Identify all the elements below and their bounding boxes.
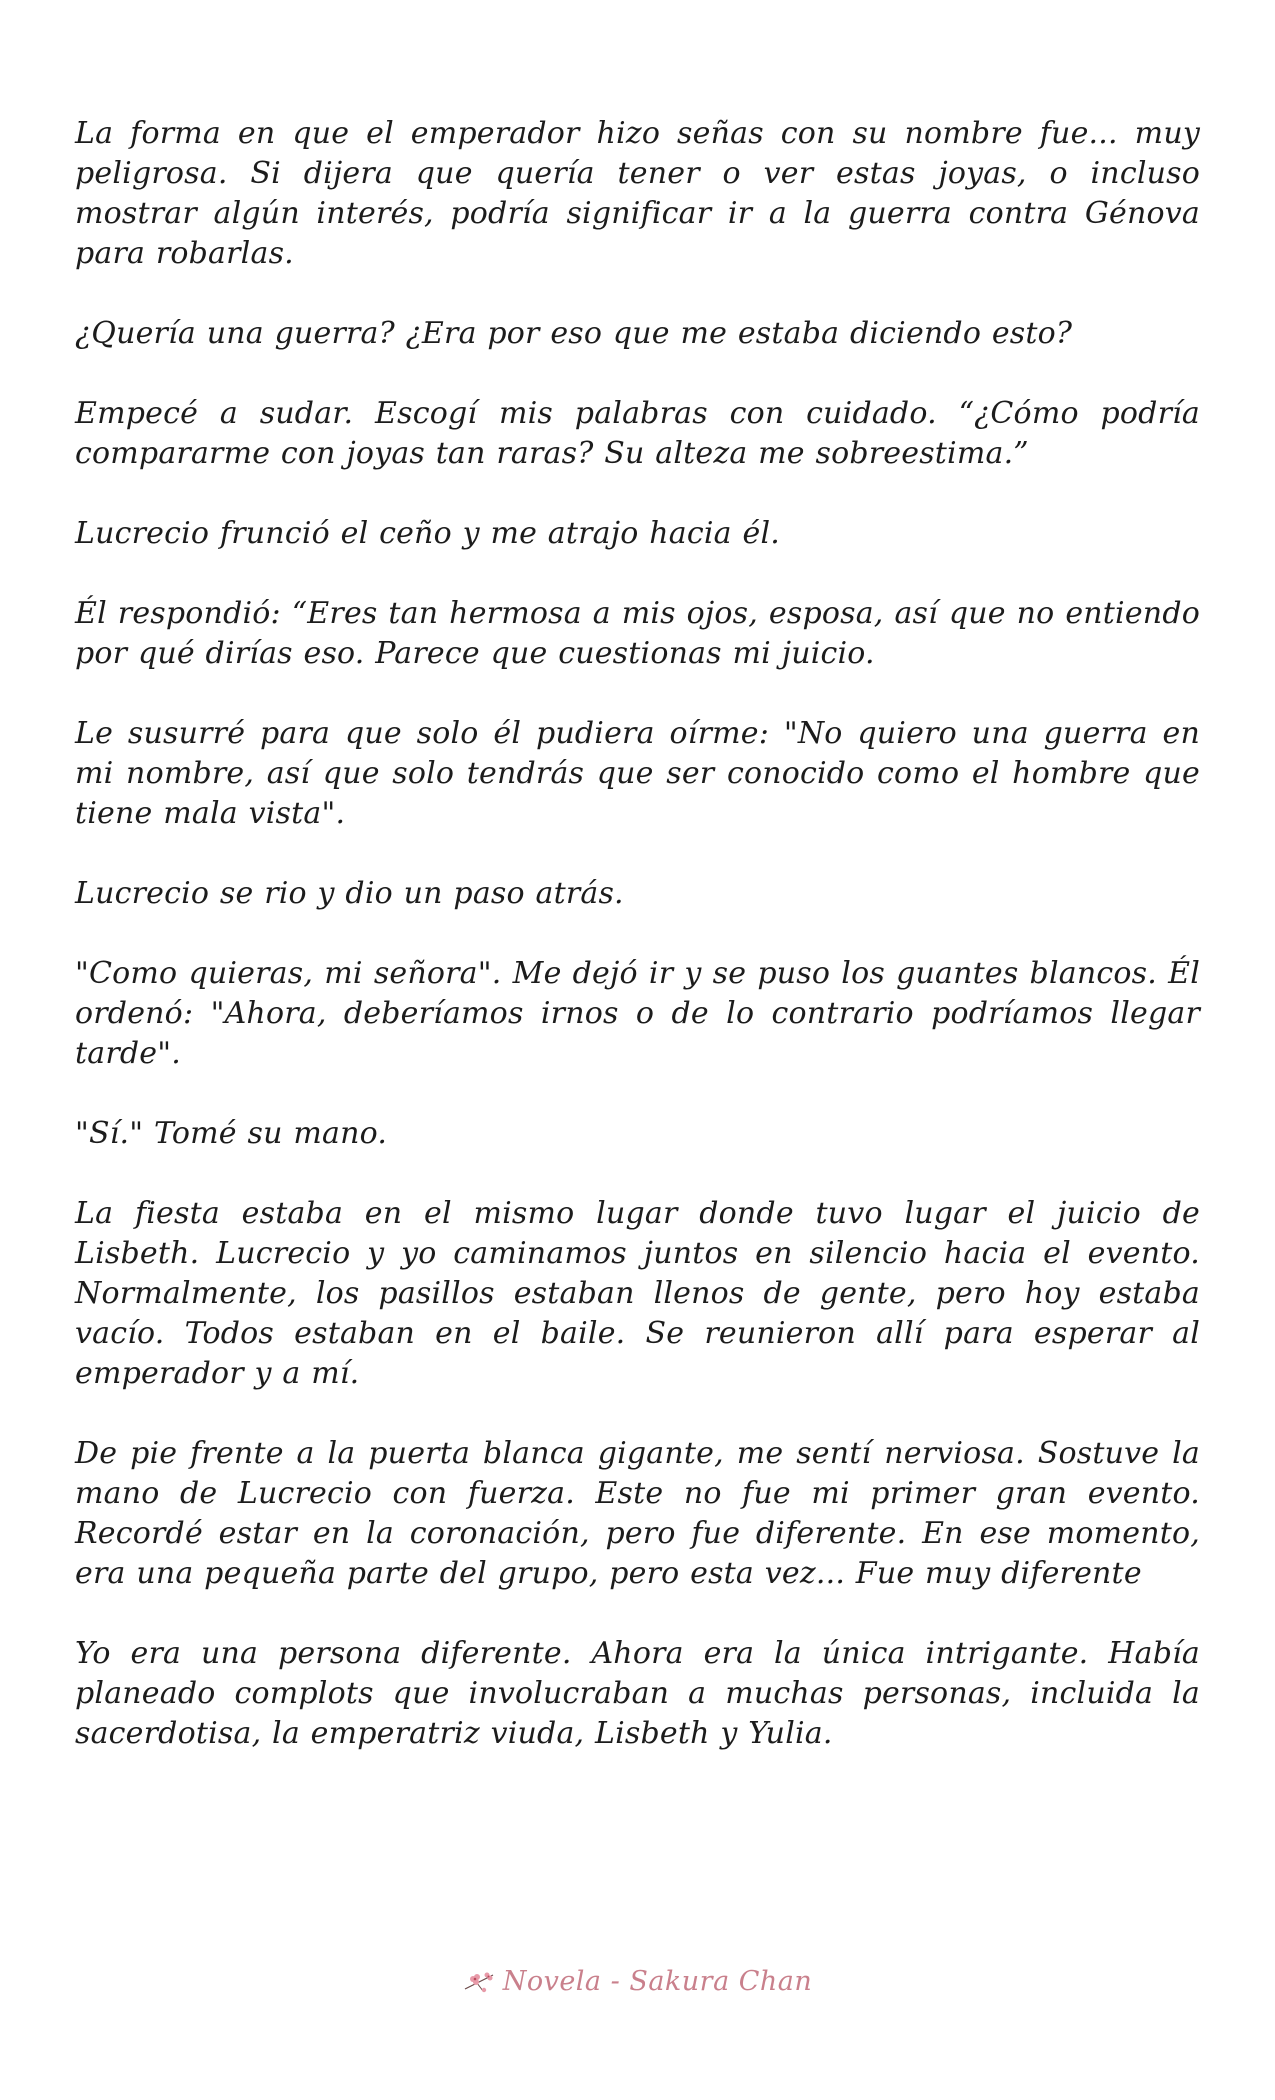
paragraph: Empecé a sudar. Escogí mis palabras con cuidado. “¿Cómo podría compararme con joyas tan raras? Su alteza me sobreestima.”	[75, 396, 1200, 471]
paragraph: "Sí." Tomé su mano.	[75, 1116, 388, 1151]
paragraph: "Como quieras, mi señora". Me dejó ir y se puso los guantes blancos. Él ordenó: "Ahora, deberíamos irnos o de lo contrario podríamos llegar tarde".	[75, 956, 1200, 1071]
paragraph: Yo era una persona diferente. Ahora era la única intrigante. Había planeado complots que involucraban a muchas personas, incluida la sacerdotisa, la emperatriz viuda, Lisbeth y Yulia.	[75, 1636, 1200, 1751]
paragraph: Lucrecio se rio y dio un paso atrás.	[75, 876, 624, 911]
sakura-flower-icon	[463, 1967, 497, 1997]
paragraph: Lucrecio frunció el ceño y me atrajo hacia él.	[75, 516, 780, 551]
watermark-text: Novela - Sakura Chan	[502, 1966, 813, 1997]
paragraph: De pie frente a la puerta blanca gigante, me sentí nerviosa. Sostuve la mano de Lucrecio con fuerza. Este no fue mi primer gran evento. Recordé estar en la coronación, pero fue diferente. En ese momento, era una pequeña parte del grupo, pero esta vez... Fue muy diferente	[75, 1436, 1200, 1591]
watermark-footer	[0, 1966, 1275, 1997]
paragraph: La fiesta estaba en el mismo lugar donde tuvo lugar el juicio de Lisbeth. Lucrecio y yo caminamos juntos en silencio hacia el evento. Normalmente, los pasillos estaban llenos de gente, pero hoy estaba vacío. Todos estaban en el baile. Se reunieron allí para esperar al emperador y a mí.	[75, 1196, 1200, 1391]
chapter-text	[75, 114, 1200, 1794]
paragraph: Él respondió: “Eres tan hermosa a mis ojos, esposa, así que no entiendo por qué dirías eso. Parece que cuestionas mi juicio.	[75, 596, 1200, 671]
paragraph: ¿Quería una guerra? ¿Era por eso que me estaba diciendo esto?	[75, 316, 1073, 351]
paragraph: La forma en que el emperador hizo señas con su nombre fue... muy peligrosa. Si dijera que quería tener o ver estas joyas, o incluso mostrar algún interés, podría significar ir a la guerra contra Génova para robarlas.	[75, 116, 1200, 271]
paragraph: Le susurré para que solo él pudiera oírme: "No quiero una guerra en mi nombre, así que solo tendrás que ser conocido como el hombre que tiene mala vista".	[75, 716, 1200, 831]
